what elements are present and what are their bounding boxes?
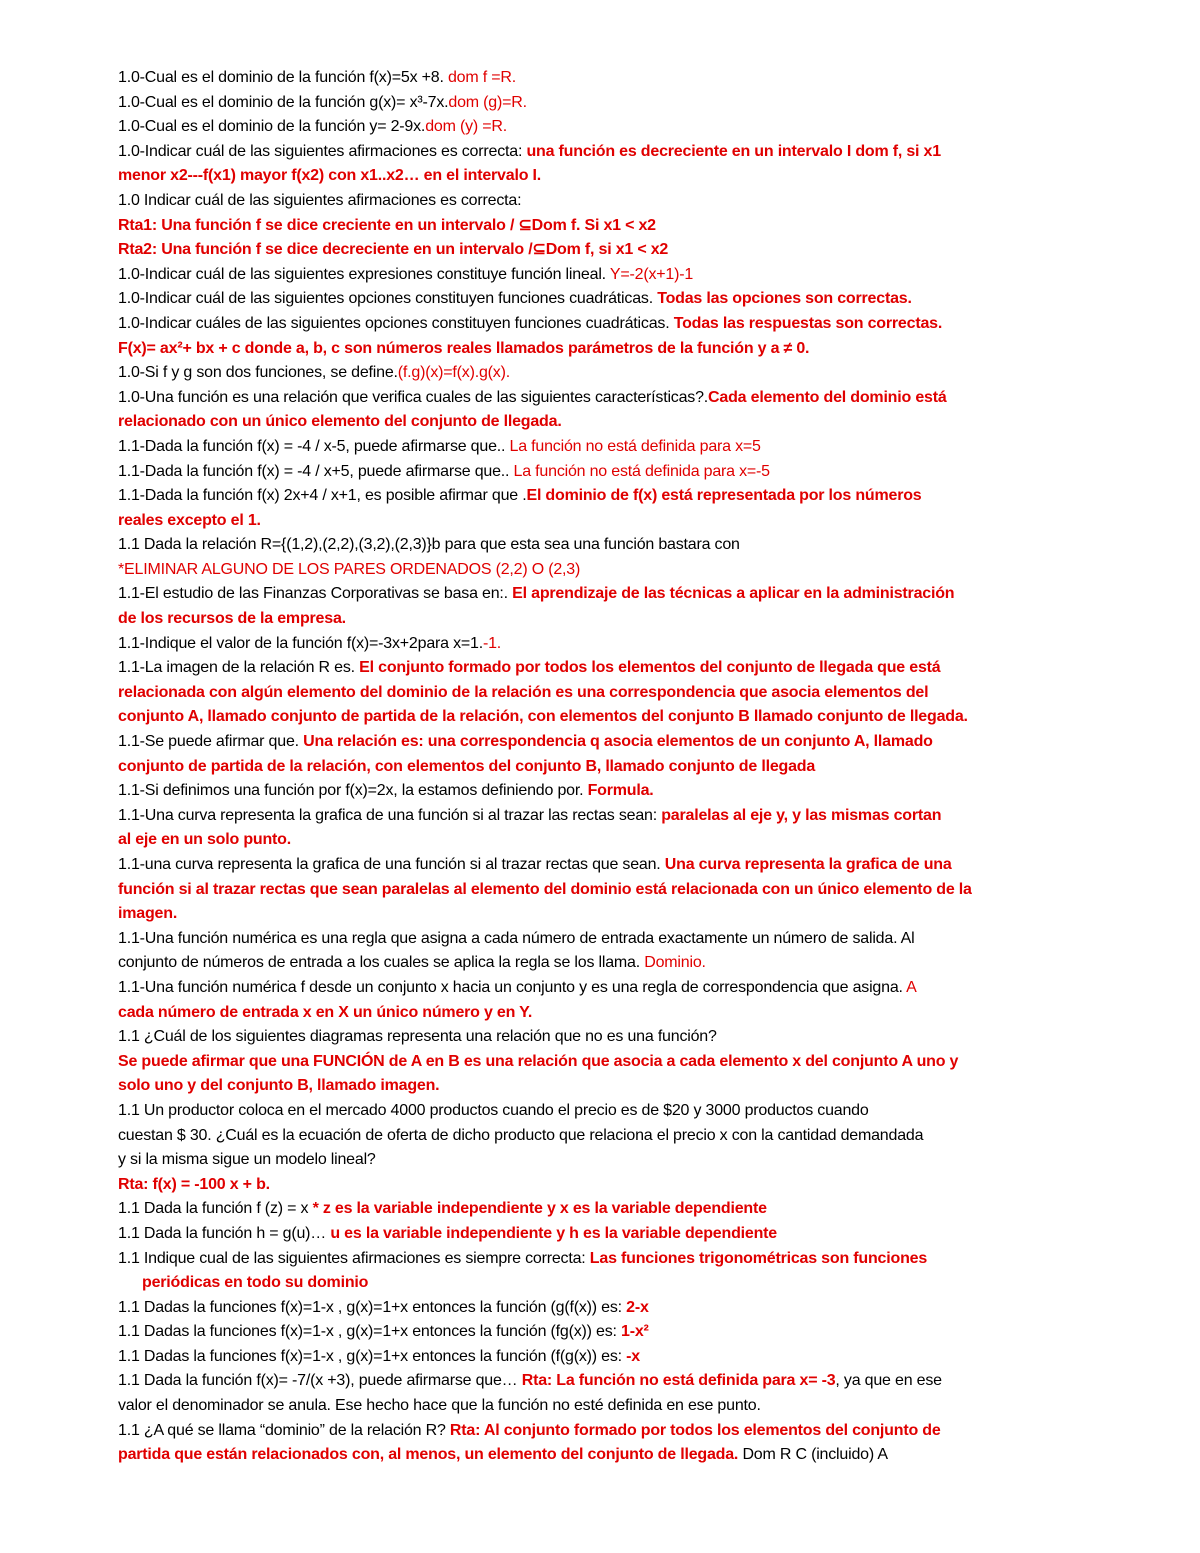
text-line [118, 115, 1086, 140]
answer-text: dom (g)=R. [448, 93, 527, 111]
text-line [118, 337, 1086, 362]
text-line [118, 1222, 1086, 1247]
document-page [118, 66, 1086, 1468]
answer-text: dom (y) =R. [425, 118, 508, 136]
question-text: 1.1 Dadas la funciones f(x)=1-x , g(x)=1+x entonces la función (g(f(x)) es: [118, 1298, 627, 1316]
text-line [118, 533, 1086, 558]
question-text: 1.1-Indique el valor de la función f(x)=-3x+2para x=1. [118, 634, 483, 652]
question-text: 1.1 Dada la función h = g(u)… [118, 1224, 331, 1242]
answer-text: Y=-2(x+1)-1 [609, 265, 694, 283]
question-text: y si la misma sigue un modelo lineal? [118, 1151, 376, 1169]
text-line [118, 484, 1086, 509]
answer-text: El conjunto formado por todos los elementos del conjunto de llegada que está [359, 659, 941, 677]
text-line [118, 189, 1086, 214]
text-line [118, 140, 1086, 165]
text-line [118, 287, 1086, 312]
text-line [118, 632, 1086, 657]
answer-text: *ELIMINAR ALGUNO DE LOS PARES ORDENADOS (2,2) O (2,3) [118, 560, 581, 578]
text-line [118, 1197, 1086, 1222]
question-text: 1.1-Se puede afirmar que. [118, 733, 304, 751]
question-text: 1.1 Dadas la funciones f(x)=1-x , g(x)=1+x entonces la función (fg(x)) es: [118, 1323, 622, 1341]
text-line [118, 927, 1086, 952]
text-line [118, 164, 1086, 189]
text-line [118, 1025, 1086, 1050]
answer-text: paralelas al eje y, y las mismas cortan [661, 806, 942, 824]
answer-text: Rta: La función no está definida para x= -3 [521, 1372, 836, 1390]
answer-text: Formula. [587, 782, 654, 800]
answer-text: La función no está definida para x=-5 [513, 462, 770, 480]
question-text: 1.1 Dada la función f(x)= -7/(x +3), puede afirmarse que… [118, 1372, 522, 1390]
question-text: cuestan $ 30. ¿Cuál es la ecuación de oferta de dicho producto que relaciona el precio x con la cantidad demandada [118, 1126, 924, 1144]
answer-text: al eje en un solo punto. [118, 831, 291, 849]
answer-text: función si al trazar rectas que sean paralelas al elemento del dominio está relacionada con un único elemento de la [118, 880, 972, 898]
text-line [118, 1074, 1086, 1099]
answer-text: F(x)= ax²+ bx + c donde a, b, c son números reales llamados parámetros de la función y a ≠ 0. [118, 339, 810, 357]
answer-text: u es la variable independiente y h es la variable dependiente [330, 1224, 777, 1242]
answer-text: imagen. [118, 905, 178, 923]
answer-text: El dominio de f(x) está representada por los números [526, 487, 922, 505]
text-line [118, 705, 1086, 730]
question-text: 1.1-La imagen de la relación R es. [118, 659, 360, 677]
text-line [118, 1345, 1086, 1370]
answer-text: Todas las respuestas son correctas. [673, 314, 943, 332]
answer-text: Rta: Al conjunto formado por todos los elementos del conjunto de [449, 1421, 941, 1439]
question-text: 1.1 Indique cual de las siguientes afirmaciones es siempre correcta: [118, 1249, 590, 1267]
text-line [118, 582, 1086, 607]
question-text: , ya que en ese [835, 1372, 942, 1390]
question-text: 1.1 Un productor coloca en el mercado 4000 productos cuando el precio es de $20 y 3000 productos cuando [118, 1101, 869, 1119]
question-text: 1.0-Indicar cuál de las siguientes afirmaciones es correcta: [118, 142, 527, 160]
question-text: 1.1-una curva representa la grafica de una función si al trazar rectas que sean. [118, 856, 665, 873]
answer-text: relacionada con algún elemento del dominio de la relación es una correspondencia que asocia elementos del [118, 683, 929, 701]
text-line [118, 1320, 1086, 1345]
text-line [118, 1271, 1086, 1296]
answer-text: Una relación es: una correspondencia q asocia elementos de un conjunto A, llamado [303, 733, 933, 751]
answer-text: A [906, 978, 917, 996]
question-text: 1.0-Cual es el dominio de la función f(x)=5x +8. [118, 69, 448, 86]
text-line [118, 779, 1086, 804]
answer-text: Rta1: Una función f se dice creciente en un intervalo / ⊆Dom f. Si x1 < x2 [118, 216, 656, 234]
text-line [118, 460, 1086, 485]
question-text: 1.1 Dadas la funciones f(x)=1-x , g(x)=1+x entonces la función (f(g(x)) es: [118, 1347, 627, 1365]
question-text: 1.1-Si definimos una función por f(x)=2x, la estamos definiendo por. [118, 782, 588, 800]
question-text: 1.1-El estudio de las Finanzas Corporativas se basa en:. [118, 585, 513, 603]
question-text: 1.1-Dada la función f(x) = -4 / x+5, puede afirmarse que.. [118, 462, 514, 480]
answer-text: Una curva representa la grafica de una [664, 856, 952, 873]
answer-text: * z es la variable independiente y x es la variable dependiente [312, 1200, 767, 1218]
question-text: 1.0-Indicar cuál de las siguientes expresiones constituye función lineal. [118, 265, 610, 283]
answer-text: Todas las opciones son correctas. [657, 290, 912, 308]
text-line [118, 1173, 1086, 1198]
answer-text: Rta: f(x) = -100 x + b. [118, 1175, 270, 1193]
text-line [118, 312, 1086, 337]
question-text: 1.1-Una función numérica f desde un conjunto x hacia un conjunto y es una regla de correspondencia que asigna. [118, 978, 907, 996]
answer-text: Se puede afirmar que una FUNCIÓN de A en B es una relación que asocia a cada elemento x del conjunto A uno y [118, 1052, 959, 1070]
answer-text: solo uno y del conjunto B, llamado imagen. [118, 1077, 440, 1095]
text-line [118, 1443, 1086, 1468]
text-line [118, 902, 1086, 927]
answer-text: dom f =R. [447, 69, 516, 86]
answer-text: Cada elemento del dominio está [708, 388, 947, 406]
answer-text: conjunto de partida de la relación, con elementos del conjunto B, llamado conjunto de llegada [118, 757, 816, 775]
question-text: 1.0-Una función es una relación que verifica cuales de las siguientes características?. [118, 388, 709, 406]
answer-text: de los recursos de la empresa. [118, 610, 346, 628]
text-line [118, 1001, 1086, 1026]
question-text: 1.1-Una curva representa la grafica de una función si al trazar las rectas sean: [118, 806, 662, 824]
text-line [118, 214, 1086, 239]
answer-text: relacionado con un único elemento del conjunto de llegada. [118, 413, 562, 431]
answer-text: El aprendizaje de las técnicas a aplicar en la administración [512, 585, 955, 603]
answer-text: Las funciones trigonométricas son funciones [589, 1249, 928, 1267]
text-line [118, 361, 1086, 386]
question-text: 1.0-Cual es el dominio de la función g(x)= x³-7x. [118, 93, 449, 111]
text-line [118, 435, 1086, 460]
text-line [118, 386, 1086, 411]
text-line [118, 1148, 1086, 1173]
answer-text: una función es decreciente en un intervalo I dom f, si x1 [526, 142, 941, 160]
question-text: 1.1-Dada la función f(x) 2x+4 / x+1, es posible afirmar que . [118, 487, 527, 505]
question-text: 1.1-Dada la función f(x) = -4 / x-5, puede afirmarse que.. [118, 437, 510, 455]
text-line [118, 509, 1086, 534]
text-line [118, 410, 1086, 435]
text-line [118, 263, 1086, 288]
text-line [118, 951, 1086, 976]
answer-text: menor x2---f(x1) mayor f(x2) con x1..x2… en el intervalo I. [118, 167, 541, 185]
answer-text: 2-x [626, 1298, 649, 1316]
text-line [118, 853, 1086, 878]
text-line [118, 238, 1086, 263]
answer-text: Dominio. [644, 954, 706, 972]
text-line [118, 607, 1086, 632]
text-line [118, 1394, 1086, 1419]
answer-text: 1-x² [621, 1323, 649, 1341]
text-line [118, 1050, 1086, 1075]
question-text: 1.1 Dada la relación R={(1,2),(2,2),(3,2),(2,3)}b para que esta sea una función bastara con [118, 536, 740, 554]
question-text: Dom R C (incluido) A [742, 1446, 888, 1464]
answer-text: reales excepto el 1. [118, 511, 261, 529]
text-line [118, 804, 1086, 829]
answer-text: Rta2: Una función f se dice decreciente en un intervalo /⊆Dom f, si x1 < x2 [118, 241, 669, 259]
text-line [118, 656, 1086, 681]
text-line [118, 1369, 1086, 1394]
text-line [118, 1296, 1086, 1321]
text-line [118, 976, 1086, 1001]
question-text: valor el denominador se anula. Ese hecho hace que la función no esté definida en ese punto. [118, 1397, 761, 1415]
question-text: 1.1 Dada la función f (z) = x [118, 1200, 313, 1218]
text-line [118, 878, 1086, 903]
answer-text: -x [626, 1347, 640, 1365]
question-text: conjunto de números de entrada a los cuales se aplica la regla se los llama. [118, 954, 645, 972]
answer-text: -1. [482, 634, 502, 652]
question-text: 1.0-Indicar cuál de las siguientes opciones constituyen funciones cuadráticas. [118, 290, 658, 308]
text-line [118, 1247, 1086, 1272]
text-line [118, 730, 1086, 755]
answer-text: cada número de entrada x en X un único número y en Y. [118, 1003, 533, 1021]
question-text: 1.0-Cual es el dominio de la función y= 2-9x. [118, 118, 426, 136]
question-text: 1.0-Indicar cuáles de las siguientes opciones constituyen funciones cuadráticas. [118, 314, 674, 332]
text-line [118, 755, 1086, 780]
answer-text: conjunto A, llamado conjunto de partida de la relación, con elementos del conjunto B llamado conjunto de llegada. [118, 708, 968, 726]
answer-text: La función no está definida para x=5 [509, 437, 761, 455]
question-text: 1.0 Indicar cuál de las siguientes afirmaciones es correcta: [118, 191, 522, 209]
question-text: 1.1 ¿A qué se llama “dominio” de la relación R? [118, 1421, 450, 1439]
question-text: 1.1-Una función numérica es una regla que asigna a cada número de entrada exactamente un número de salida. Al [118, 929, 915, 947]
text-line [118, 828, 1086, 853]
answer-text: (f.g)(x)=f(x).g(x). [397, 364, 510, 382]
text-line [118, 91, 1086, 116]
text-line [118, 1099, 1086, 1124]
answer-text: partida que están relacionados con, al menos, un elemento del conjunto de llegada. [118, 1446, 743, 1464]
answer-text: periódicas en todo su dominio [142, 1274, 369, 1292]
question-text: 1.0-Si f y g son dos funciones, se define. [118, 364, 398, 382]
text-line [118, 1124, 1086, 1149]
text-line [118, 66, 1086, 91]
text-line [118, 1419, 1086, 1444]
text-line [118, 681, 1086, 706]
question-text: 1.1 ¿Cuál de los siguientes diagramas representa una relación que no es una función? [118, 1028, 717, 1046]
text-line [118, 558, 1086, 583]
